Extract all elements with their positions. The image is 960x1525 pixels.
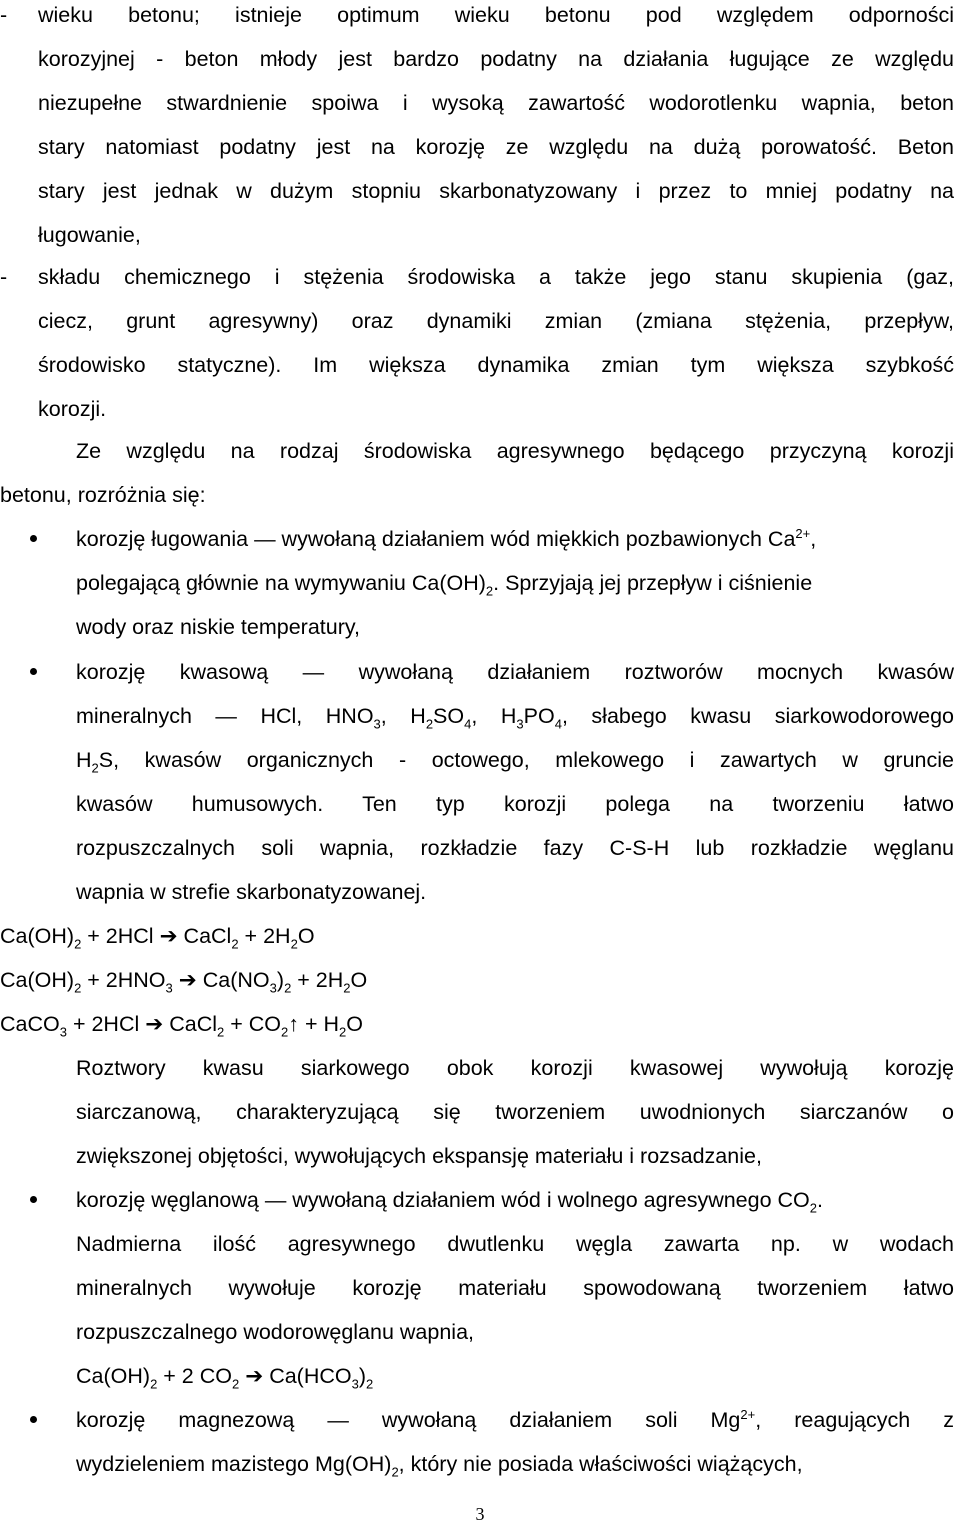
text-line: siarczanową, charakteryzującą się tworzeniem uwodnionych siarczanów o xyxy=(76,1100,954,1124)
arrow-up-icon: ↑ xyxy=(288,1012,299,1036)
text-line: korozję magnezową — wywołaną działaniem soli $Mg^{2+}$, reagujących z xyxy=(76,1406,955,1432)
dash-marker: - xyxy=(0,3,8,27)
bullet-icon xyxy=(30,1416,37,1423)
text-line: mineralnych wywołuje korozję materiału spowodowaną tworzeniem łatwo xyxy=(76,1276,954,1300)
chemical-equation: $Ca(OH)_2 + 2HNO_3$ ➔ $Ca(NO_3)_2 + 2H_2O$ xyxy=(0,968,368,996)
text-line: ługowanie, xyxy=(38,223,141,247)
text-line: Roztwory kwasu siarkowego obok korozji kwasowej wywołują korozję xyxy=(76,1056,954,1080)
text-line: korozję kwasową — wywołaną działaniem roztworów mocnych kwasów xyxy=(76,660,954,684)
text-line: składu chemicznego i stężenia środowiska a także jego stanu skupienia (gaz, xyxy=(38,265,954,289)
text-line: korozyjnej - beton młody jest bardzo podatny na działania ługujące ze względu xyxy=(38,47,954,71)
text-line: zwiększonej objętości, wywołujących ekspansję materiału i rozsadzanie, xyxy=(76,1144,762,1168)
bullet-icon xyxy=(30,1196,37,1203)
dash-marker: - xyxy=(0,265,8,289)
text-line: Ze względu na rodzaj środowiska agresywnego będącego przyczyną korozji xyxy=(76,439,954,463)
text-line: $H_2S$, kwasów organicznych - octowego, mlekowego i zawartych w gruncie xyxy=(76,748,954,776)
text-line: rozpuszczalnego wodorowęglanu wapnia, xyxy=(76,1320,475,1344)
text-line: rozpuszczalnych soli wapnia, rozkładzie fazy C-S-H lub rozkładzie węglanu xyxy=(76,836,954,860)
text-line: wydzieleniem mazistego $Mg(OH)_2$, który nie posiada właściwości wiążących, xyxy=(76,1452,803,1480)
text-line: polegającą głównie na wymywaniu $Ca(OH)_2$. Sprzyjają jej przepływ i ciśnienie xyxy=(76,571,813,599)
arrow-right-icon: ➔ xyxy=(145,1012,164,1036)
arrow-right-icon: ➔ xyxy=(178,968,197,992)
text-line: wapnia w strefie skarbonatyzowanej. xyxy=(76,880,427,904)
chemical-equation: CaCO$_3$ + 2HCl ➔ CaCl$_2$ + $CO_2↑ + H_2O$ xyxy=(0,1012,363,1040)
text-line: ciecz, grunt agresywny) oraz dynamiki zmian (zmiana stężenia, przepływ, xyxy=(38,309,954,333)
text-line: środowisko statyczne). Im większa dynamika zmian tym większa szybkość xyxy=(38,353,954,377)
text-line: wody oraz niskie temperatury, xyxy=(76,615,360,639)
text-line: korozję węglanową — wywołaną działaniem wód i wolnego agresywnego $CO_2$. xyxy=(76,1188,823,1216)
text-line: wieku betonu; istnieje optimum wieku betonu pod względem odporności xyxy=(38,3,954,27)
page-number: 3 xyxy=(475,1504,485,1524)
text-line: korozję ługowania — wywołaną działaniem wód miękkich pozbawionych $Ca^{2+}$, xyxy=(76,525,817,551)
text-line: kwasów humusowych. Ten typ korozji polega na tworzeniu łatwo xyxy=(76,792,954,816)
chemical-equation: $Ca(OH)_2 + 2$ $CO_2$ ➔ $Ca(HCO_3)_2$ xyxy=(76,1364,374,1392)
chemical-equation: $Ca(OH)_2 + 2HCl$ ➔ CaCl$_2$ + $2H_2O$ xyxy=(0,924,315,952)
text-line: korozji. xyxy=(38,397,107,421)
text-line: mineralnych — HCl, $HNO_3$, $H_2SO_4$, $H_3PO_4$, słabego kwasu siarkowodorowego xyxy=(76,704,954,732)
text-line: Nadmierna ilość agresywnego dwutlenku węgla zawarta np. w wodach xyxy=(76,1232,954,1256)
text-line: niezupełne stwardnienie spoiwa i wysoką zawartość wodorotlenku wapnia, beton xyxy=(38,91,954,115)
bullet-icon xyxy=(30,668,37,675)
text-line: betonu, rozróżnia się: xyxy=(0,483,206,507)
text-line: stary jest jednak w dużym stopniu skarbonatyzowany i przez to mniej podatny na xyxy=(38,179,954,203)
bullet-icon xyxy=(30,535,37,542)
arrow-right-icon: ➔ xyxy=(245,1364,264,1388)
text-line: stary natomiast podatny jest na korozję ze względu na dużą porowatość. Beton xyxy=(38,135,954,159)
arrow-right-icon: ➔ xyxy=(159,924,178,948)
